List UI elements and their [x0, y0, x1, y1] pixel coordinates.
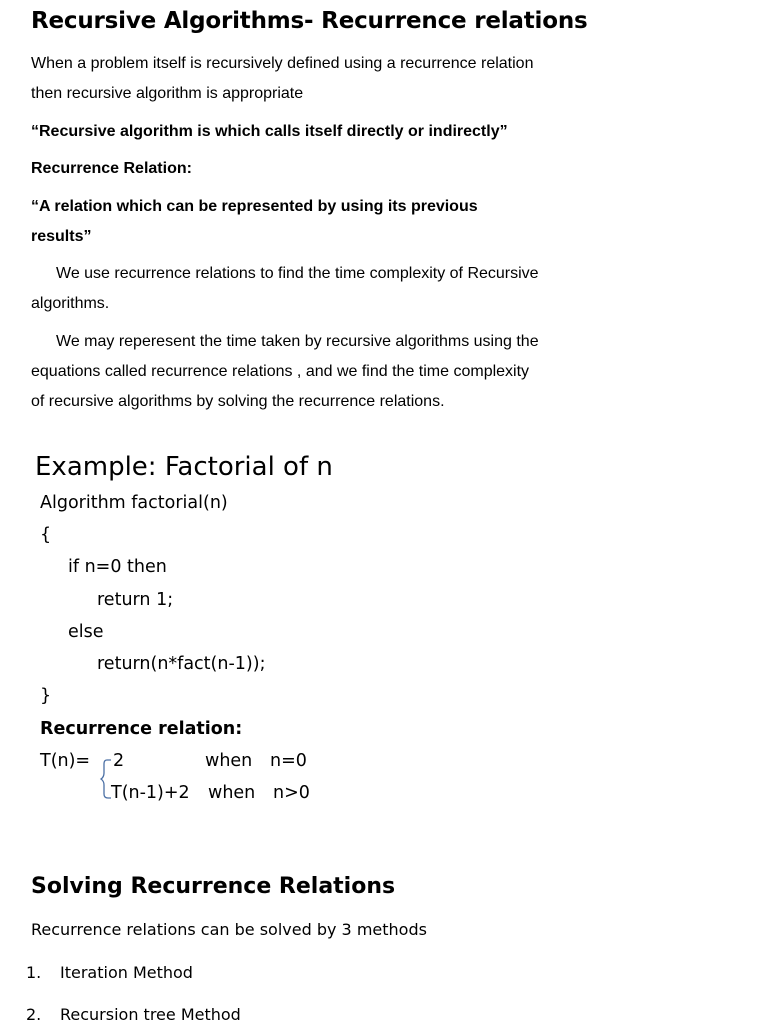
- paragraph-1-line-1: We use recurrence relations to find the time complexity of Recursive: [56, 265, 539, 282]
- code-line-open-brace: {: [40, 525, 52, 545]
- code-line-close-brace: }: [40, 686, 52, 706]
- relation-quote-line-1: “A relation which can be represented by using its previous: [31, 198, 478, 215]
- code-line-if: if n=0 then: [68, 557, 167, 577]
- paragraph-1-line-2: algorithms.: [31, 295, 110, 312]
- method-1-label: Iteration Method: [60, 963, 193, 982]
- paragraph-2-line-3: of recursive algorithms by solving the recurrence relations.: [31, 393, 445, 410]
- code-line-else: else: [68, 622, 104, 642]
- solving-heading: Solving Recurrence Relations: [31, 874, 396, 899]
- case-2-value: T(n-1)+2: [111, 783, 190, 803]
- intro-line-1: When a problem itself is recursively defined using a recurrence relation: [31, 55, 534, 72]
- code-line-return-recursive: return(n*fact(n-1));: [97, 654, 266, 674]
- example-heading: Example: Factorial of n: [35, 452, 333, 482]
- method-1-number: 1.: [26, 963, 42, 982]
- relation-quote-line-2: results”: [31, 228, 92, 245]
- case-2-when: when: [208, 783, 256, 803]
- method-2-number: 2.: [26, 1005, 42, 1024]
- page-title: Recursive Algorithms- Recurrence relations: [31, 8, 588, 34]
- code-line-return-1: return 1;: [97, 590, 174, 610]
- code-line-algorithm: Algorithm factorial(n): [40, 493, 228, 513]
- recurrence-relation-label: Recurrence relation:: [40, 719, 243, 739]
- recurrence-lhs: T(n)=: [40, 751, 91, 771]
- recursive-algorithm-quote: “Recursive algorithm is which calls itself directly or indirectly”: [31, 123, 508, 140]
- case-1-condition: n=0: [270, 751, 307, 771]
- paragraph-2-line-1: We may reperesent the time taken by recursive algorithms using the: [56, 333, 539, 350]
- method-2-label: Recursion tree Method: [60, 1005, 241, 1024]
- case-1-when: when: [205, 751, 253, 771]
- case-1-value: 2: [113, 751, 125, 771]
- solving-text: Recurrence relations can be solved by 3 methods: [31, 920, 427, 939]
- paragraph-2-line-2: equations called recurrence relations , and we find the time complexity: [31, 363, 530, 380]
- case-2-condition: n>0: [273, 783, 310, 803]
- recurrence-relation-heading: Recurrence Relation:: [31, 160, 192, 177]
- intro-line-2: then recursive algorithm is appropriate: [31, 85, 304, 102]
